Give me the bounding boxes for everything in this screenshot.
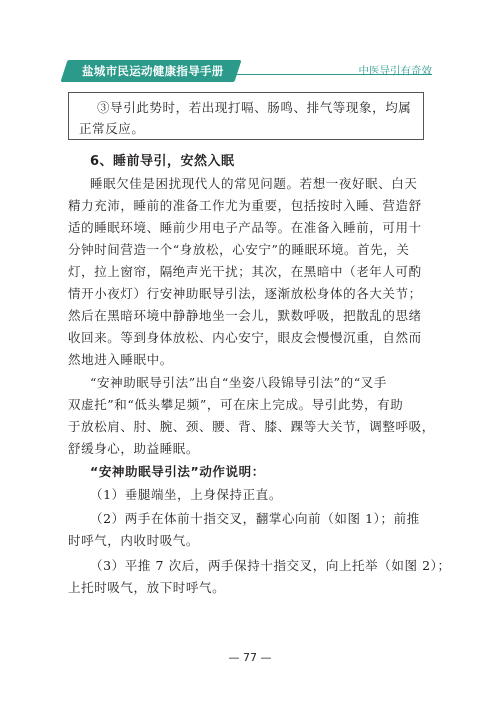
- paragraph-line: “安神助眠导引法”出自“坐姿八段锦导引法”的“叉手: [90, 375, 387, 390]
- paragraph-line: 双虚托”和“低头攀足频”，可在床上完成。导引此势，有助: [68, 397, 404, 412]
- paragraph-line: 然后在黑暗环境中静静地坐一会儿，默数呼吸，把散乱的思绪: [68, 308, 422, 323]
- note-line: 正常反应。: [79, 121, 145, 136]
- paragraph-line: 情开小夜灯）行安神助眠导引法，逐渐放松身体的各大关节；: [68, 286, 422, 301]
- paragraph-line: 睡眠欠佳是困扰现代人的常见问题。若想一夜好眠、白天: [90, 176, 418, 191]
- note-line: ③导引此势时，若出现打嗝、肠鸣、排气等现象，均属: [97, 100, 412, 115]
- step-2-line: 时呼气，内收时吸气。: [68, 533, 200, 548]
- note-box: [68, 92, 424, 140]
- section-heading: 6、睡前导引，安然入眠: [90, 154, 235, 169]
- paragraph-line: 收回来。等到身体放松、内心安宁，眼皮会慢慢沉重，自然而: [68, 330, 422, 345]
- paragraph-line: 灯，拉上窗帘，隔绝声光干扰；其次，在黑暗中（老年人可酌: [68, 264, 422, 279]
- paragraph-line: 于放松肩、肘、腕、颈、腰、背、膝、踝等大关节，调整呼吸，: [68, 419, 435, 434]
- paragraph-line: 然地进入睡眠中。: [68, 352, 173, 367]
- paragraph-line: 舒缓身心，助益睡眠。: [68, 441, 200, 456]
- paragraph-line: 分钟时间营造一个“身放松，心安宁”的睡眠环境。首先，关: [68, 242, 410, 257]
- paragraph-line: 精力充沛，睡前的准备工作尤为重要，包括按时入睡、营造舒: [68, 198, 422, 213]
- step-1: （1）垂腿端坐，上身保持正直。: [90, 487, 282, 502]
- handbook-title: 盐城市民运动健康指导手册: [82, 64, 224, 78]
- steps-heading: “安神助眠导引法”动作说明：: [90, 464, 265, 479]
- paragraph-line: 适的睡眠环境、睡前少用电子产品等。在准备入睡前，可用十: [68, 220, 422, 235]
- running-header: [0, 60, 500, 82]
- step-3-line: 上托时吸气，放下时呼气。: [68, 580, 226, 595]
- step-3-line: （3）平推 7 次后，两手保持十指交叉，向上托举（如图 2）；: [90, 558, 451, 573]
- page-number: — 77 —: [228, 651, 272, 664]
- chapter-title: 中医导引有奇效: [358, 65, 432, 77]
- step-2-line: （2）两手在体前十指交叉，翻掌心向前（如图 1）；前推: [90, 511, 420, 526]
